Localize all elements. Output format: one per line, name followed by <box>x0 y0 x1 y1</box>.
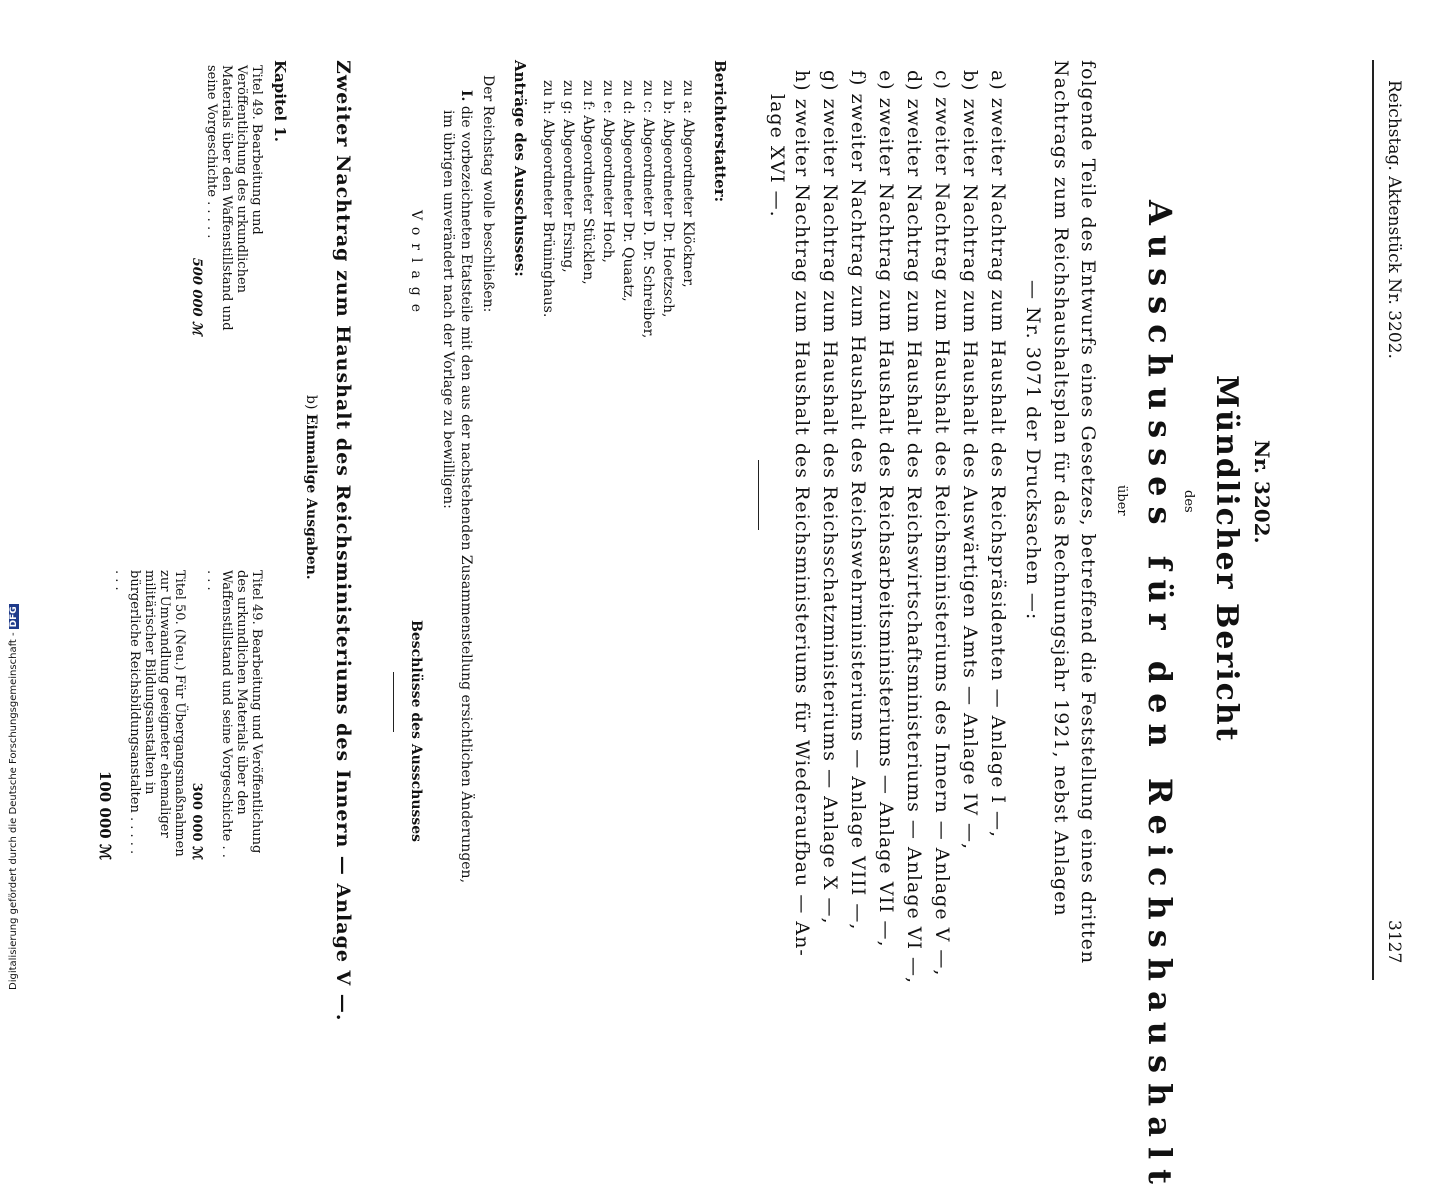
list-item-continuation: lage XVI —. <box>766 94 788 218</box>
running-header-left: Reichstag. Aktenstück Nr. 3202. <box>1384 80 1404 359</box>
entry-text: Titel 49. Bearbeitung und Veröffentlichung des urkundlichen Materials über den Waffenstillstand und seine Vorgeschichte . . . . . <box>204 570 264 858</box>
right-entry <box>189 570 264 860</box>
antraege-point-continuation: im übrigen unverändert nach der Vorlage zu bewilligen: <box>440 110 456 509</box>
list-item: h) zweiter Nachtrag zum Haushalt des Reichsministeriums für Wiederaufbau — An- <box>791 70 813 957</box>
title-connector-ueber: über <box>1114 485 1129 516</box>
list-item: zu h: Abgeordneter Brüninghaus. <box>540 80 556 318</box>
list-item: d) zweiter Nachtrag zum Haushalt des Reichswirtschaftsministeriums — Anlage VI —, <box>903 70 925 985</box>
antraege-point: I. die vorbezeichneten Etatsteile mit den aus der nachstehenden Zusammenstellung ersichtlichen Änderungen, <box>458 90 474 884</box>
dfg-logo: DFG <box>9 606 19 628</box>
list-item: b) zweiter Nachtrag zum Haushalt des Auswärtigen Amts — Anlage IV —, <box>959 70 981 851</box>
right-column-entries <box>97 570 264 860</box>
digitization-credit: Digitalisierung gefördert durch die Deutsche Forschungsgemeinschaft -DFG <box>8 606 19 990</box>
intro-line-3: — Nr. 3071 der Drucksachen —: <box>1022 280 1044 621</box>
list-item: g) zweiter Nachtrag zum Haushalt des Reichsschatzministeriums — Anlage X —, <box>819 70 841 925</box>
list-item: e) zweiter Nachtrag zum Haushalt des Reichsarbeitsministeriums — Anlage VII —, <box>875 70 897 948</box>
section-subtitle: b) Einmalige Ausgaben. <box>303 395 319 580</box>
antraege-intro: Der Reichstag wolle beschließen: <box>480 75 496 313</box>
berichterstatter-heading: Berichterstatter: <box>711 60 729 203</box>
right-entry <box>97 570 187 860</box>
left-column-entry <box>189 65 264 335</box>
entry-amount: 100 000 ℳ <box>96 770 114 860</box>
list-item: zu d: Abgeordneter Dr. Quaatz, <box>620 80 636 302</box>
separator-rule <box>393 672 394 732</box>
list-item: c) zweiter Nachtrag zum Haushalt des Reichsministeriums des Innern — Anlage V —, <box>931 70 953 977</box>
entry-amount: 500 000 ℳ <box>189 257 204 335</box>
list-item: zu g: Abgeordneter Ersing, <box>560 80 576 273</box>
intro-line-2: Nachtrags zum Reichshaushaltsplan für das Rechnungsjahr 1921, nebst Anlagen <box>1050 60 1072 917</box>
list-item: zu e: Abgeordneter Hoch, <box>600 80 616 263</box>
entry-text: Titel 49. Bearbeitung und Veröffentlichung des urkundlichen Materials über den Waffenstillstand und seine Vorgeschichte . . . . . <box>204 65 264 331</box>
committee-title: Ausschusses für den Reichshaushalt <box>1141 200 1179 1194</box>
list-item: f) zweiter Nachtrag zum Haushalt des Reichswehrministeriums — Anlage VIII —, <box>847 70 869 931</box>
column-heading-vorlage: Vorlage <box>408 210 424 321</box>
title-connector-des: des <box>1181 490 1196 513</box>
section-title: Zweiter Nachtrag zum Haushalt des Reichsministeriums des Innern — Anlage V —. <box>332 60 354 1022</box>
list-item: zu b: Abgeordneter Dr. Hoetzsch, <box>660 80 676 318</box>
antraege-heading: Anträge des Ausschusses: <box>511 60 529 277</box>
separator-rule <box>758 460 759 530</box>
document-number: Nr. 3202. <box>1250 440 1274 544</box>
intro-line-1: folgende Teile des Entwurfs eines Gesetzes, betreffend die Feststellung eines dritten <box>1077 60 1099 965</box>
kapitel-label: Kapitel 1. <box>271 60 289 142</box>
column-heading-beschluesse: Beschlüsse des Ausschusses <box>408 620 424 843</box>
page-number: 3127 <box>1384 920 1404 964</box>
list-item: zu a: Abgeordneter Klöckner, <box>680 80 696 288</box>
list-item: zu f: Abgeordneter Stücklen, <box>580 80 596 285</box>
report-title: Mündlicher Bericht <box>1209 375 1244 743</box>
entry-amount: 300 000 ℳ <box>189 782 204 860</box>
list-item: a) zweiter Nachtrag zum Haushalt des Reichspräsidenten — Anlage I —, <box>987 70 1009 839</box>
header-rule <box>1372 60 1374 980</box>
list-item: zu c: Abgeordneter D. Dr. Schreiber, <box>640 80 656 339</box>
entry-text: Titel 50. (Neu.) Für Übergangsmaßnahmen zur Umwandlung geeigneter ehemaliger militärischer Bildungsanstalten in bürgerliche Reichsbildungsanstalten . . . . . . . . <box>112 570 187 857</box>
